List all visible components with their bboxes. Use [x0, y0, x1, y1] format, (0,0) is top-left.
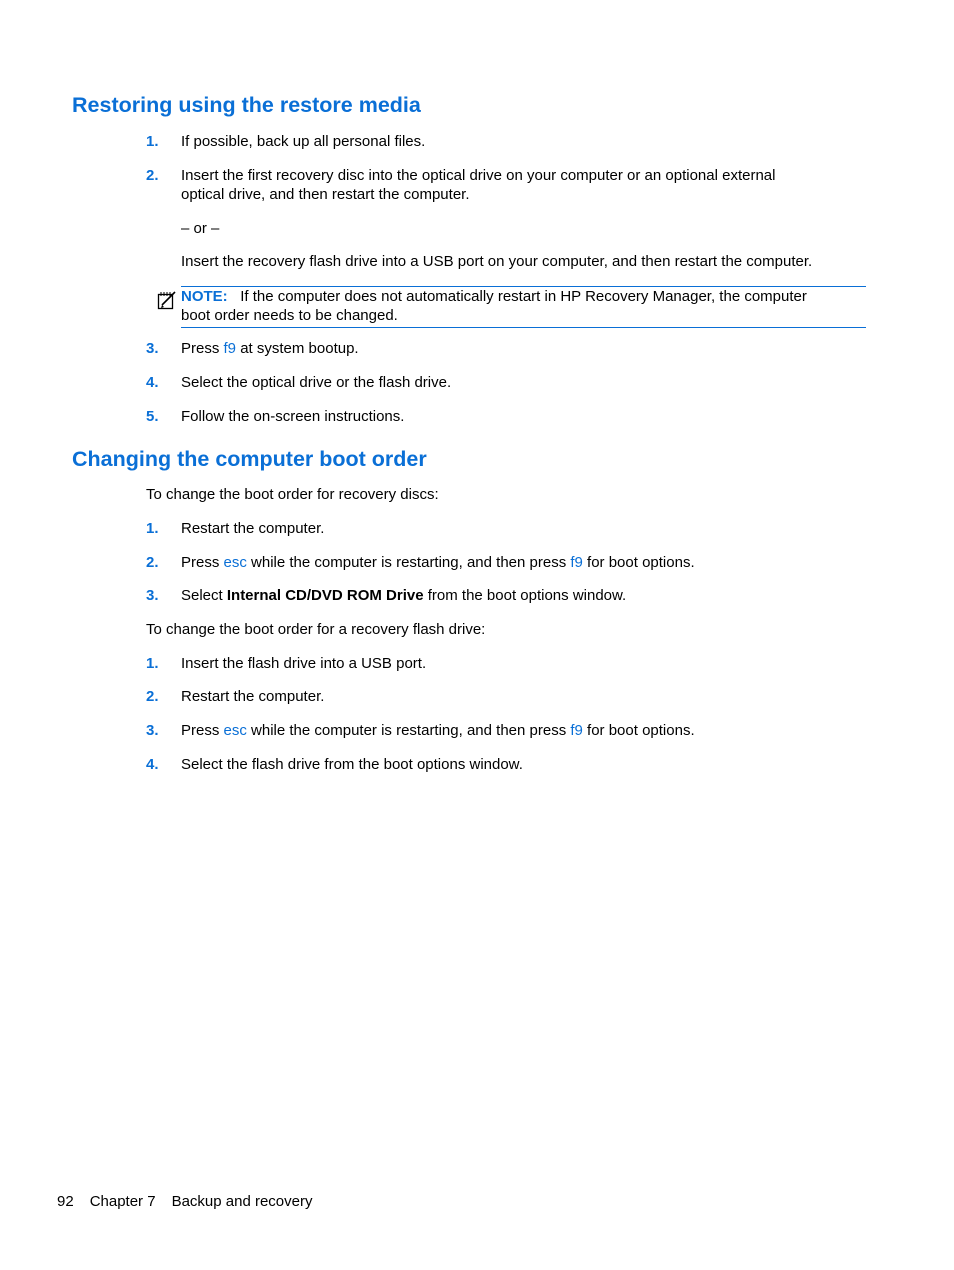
page-number: 92 — [57, 1193, 74, 1210]
step-text: Restart the computer. — [181, 520, 325, 537]
step-number: 2. — [146, 554, 159, 571]
note-text: If the computer does not automatically restart in HP Recovery Manager, the computer — [240, 288, 807, 305]
step-text: Select the flash drive from the boot options window. — [181, 756, 523, 773]
step-number: 1. — [146, 520, 159, 537]
step-number: 3. — [146, 340, 159, 357]
key-esc: esc — [223, 554, 247, 571]
step-text-continued: optical drive, and then restart the computer. — [181, 186, 470, 203]
step-text: Insert the first recovery disc into the optical drive on your computer or an optional external — [181, 167, 776, 184]
step-number: 2. — [146, 688, 159, 705]
alternative-step-text: Insert the recovery flash drive into a USB port on your computer, and then restart the computer. — [181, 253, 813, 270]
step-number: 4. — [146, 756, 159, 773]
step-text: Restart the computer. — [181, 688, 325, 705]
step-number: 1. — [146, 655, 159, 672]
step-text: Insert the flash drive into a USB port. — [181, 655, 427, 672]
step-text: Select the optical drive or the flash drive. — [181, 374, 452, 391]
or-separator: – or – — [181, 220, 220, 237]
note-icon — [156, 289, 178, 311]
step-text: Press esc while the computer is restarting, and then press f9 for boot options. — [181, 554, 695, 571]
step-text: If possible, back up all personal files. — [181, 133, 426, 150]
step-text: Follow the on-screen instructions. — [181, 408, 405, 425]
section-heading-restoring: Restoring using the restore media — [72, 93, 421, 117]
note-box — [181, 286, 866, 328]
intro-text-flash: To change the boot order for a recovery flash drive: — [146, 621, 486, 638]
note-label: NOTE: — [181, 288, 228, 305]
step-text: Press esc while the computer is restarting, and then press f9 for boot options. — [181, 722, 695, 739]
key-f9: f9 — [570, 722, 583, 739]
page-footer — [57, 1194, 328, 1209]
section-heading-boot-order: Changing the computer boot order — [72, 447, 427, 471]
step-number: 3. — [146, 722, 159, 739]
note-line-1 — [181, 289, 807, 304]
step-number: 4. — [146, 374, 159, 391]
step-number: 1. — [146, 133, 159, 150]
key-esc: esc — [223, 722, 247, 739]
menu-option-name: Internal CD/DVD ROM Drive — [226, 587, 424, 604]
key-f9: f9 — [570, 554, 583, 571]
chapter-title: Backup and recovery — [171, 1193, 313, 1210]
intro-text-discs: To change the boot order for recovery discs: — [146, 486, 439, 503]
step-text: Select Internal CD/DVD ROM Drive from the boot options window. — [181, 587, 627, 604]
key-f9: f9 — [223, 340, 237, 357]
chapter-label: Chapter 7 — [89, 1193, 156, 1210]
step-text: Press f9 at system bootup. — [181, 340, 359, 357]
note-line-2: boot order needs to be changed. — [181, 307, 398, 324]
step-number: 3. — [146, 587, 159, 604]
step-number: 5. — [146, 408, 159, 425]
step-number: 2. — [146, 167, 159, 184]
